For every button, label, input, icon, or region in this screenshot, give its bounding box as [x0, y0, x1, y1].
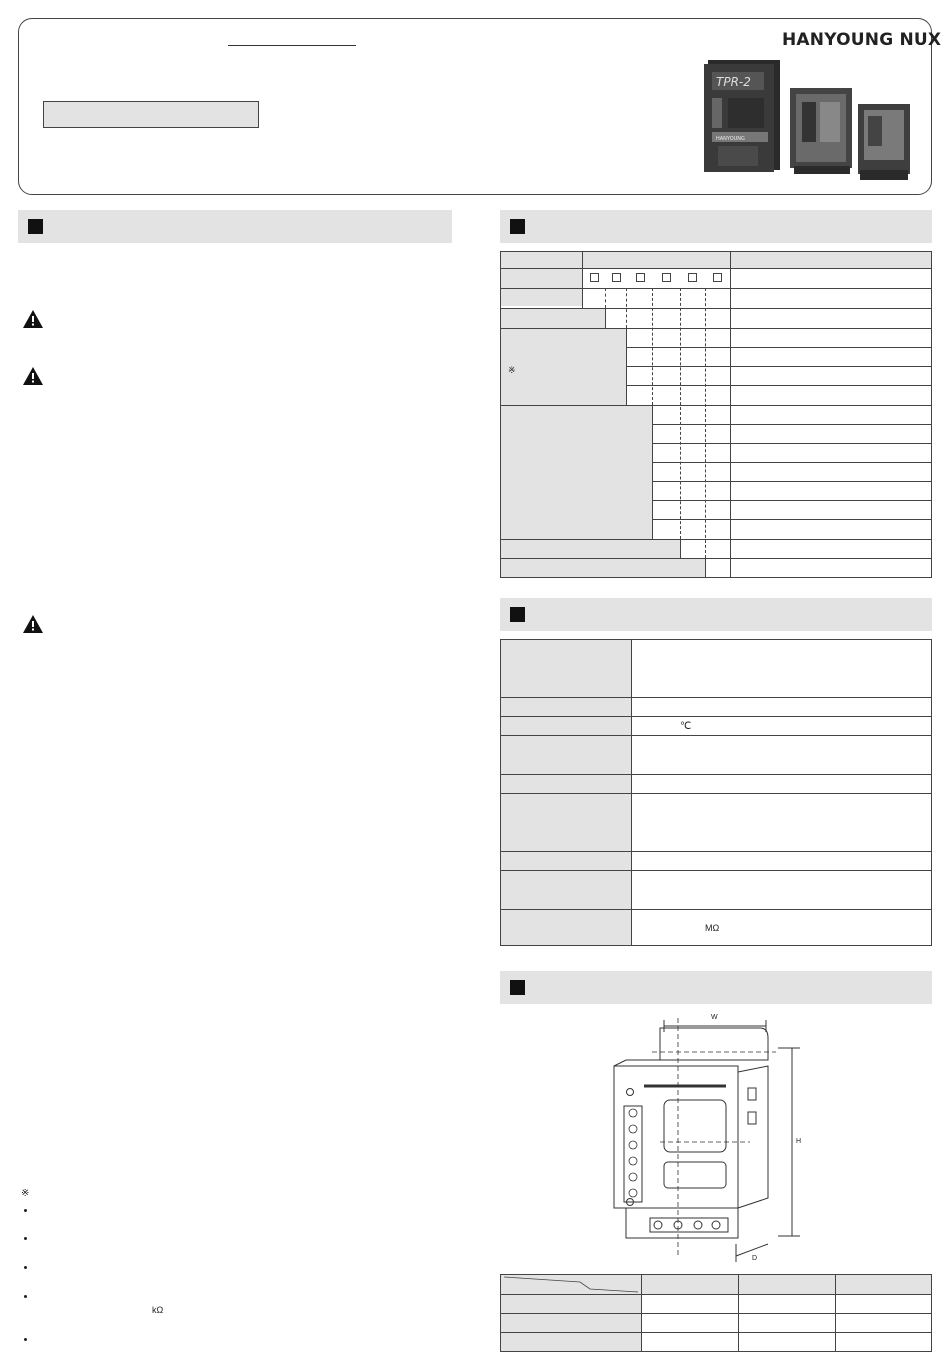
product-photo-badge: HANYOUNG [716, 136, 745, 142]
section-bar-dimensions [500, 971, 932, 1004]
section-bar-specifications [500, 598, 932, 631]
reference-mark: ※ [21, 1188, 30, 1199]
dimensions-table [500, 1274, 932, 1352]
section-marker [28, 219, 43, 234]
code-digit-box [590, 273, 599, 282]
section-bar-suffix-code [500, 210, 932, 243]
brand-logo: HANYOUNG NUX [782, 30, 942, 50]
code-digit-box [662, 273, 671, 282]
reference-mark: ※ [508, 365, 516, 375]
diagonal-header-cell [500, 1274, 641, 1294]
bullet-point [24, 1237, 27, 1240]
depth-label: D [752, 1255, 758, 1262]
width-label: W [711, 1014, 718, 1021]
bullet-point [24, 1338, 27, 1341]
product-photo-label: TPR-2 [716, 75, 751, 89]
model-name-box [43, 101, 259, 128]
code-digit-box [636, 273, 645, 282]
code-digit-box [612, 273, 621, 282]
kiloohm-unit: kΩ [152, 1305, 164, 1315]
specifications-table [500, 639, 932, 946]
code-digit-box [688, 273, 697, 282]
product-photo [698, 58, 918, 185]
bullet-point [24, 1295, 27, 1298]
suffix-code-table [500, 251, 932, 578]
megaohm-unit: MΩ [705, 923, 720, 933]
bullet-point [24, 1266, 27, 1269]
section-marker [510, 607, 525, 622]
bullet-point [24, 1209, 27, 1212]
title-underline [228, 45, 356, 46]
warning-icon [22, 366, 44, 386]
section-marker [510, 219, 525, 234]
warning-icon [22, 309, 44, 329]
section-bar-safety [18, 210, 452, 243]
dimension-drawing [600, 1008, 820, 1268]
celsius-unit: ℃ [680, 721, 692, 732]
warning-icon [22, 614, 44, 634]
height-label: H [796, 1138, 802, 1145]
code-digit-box [713, 273, 722, 282]
section-marker [510, 980, 525, 995]
